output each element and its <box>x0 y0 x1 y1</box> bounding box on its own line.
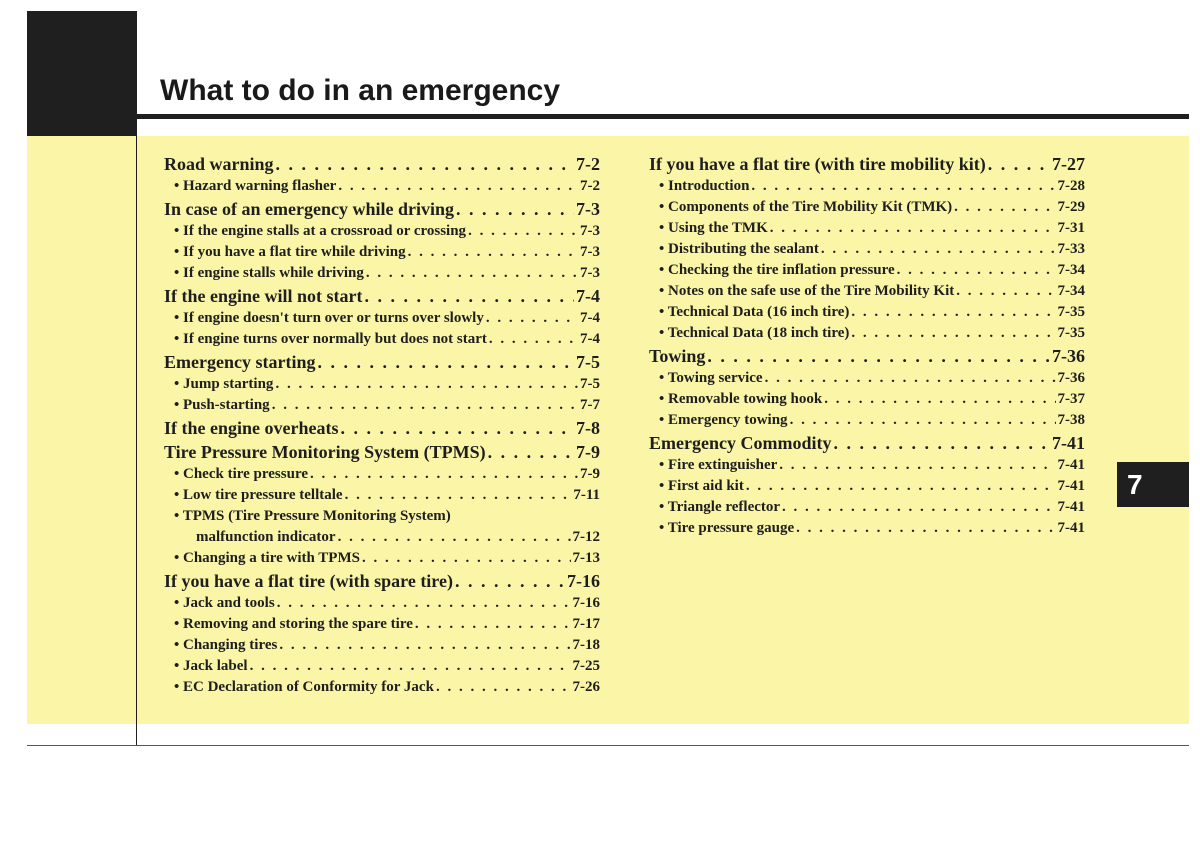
dot-leader <box>317 350 574 374</box>
toc-page-number: 7-33 <box>1057 241 1085 257</box>
dot-leader <box>279 635 570 656</box>
toc-subsection-entry[interactable] <box>164 308 600 329</box>
dot-leader <box>488 440 574 464</box>
toc-subsection-entry[interactable] <box>164 395 600 416</box>
toc-page-number: 7-18 <box>572 637 600 653</box>
toc-page-number: 7-9 <box>580 466 600 482</box>
chapter-tab[interactable]: 7 <box>1117 462 1189 507</box>
toc-column-right <box>649 152 1085 539</box>
dot-leader <box>276 152 574 176</box>
toc-entry-title: • Towing service <box>659 370 763 386</box>
toc-entry-title: • Fire extinguisher <box>659 457 778 473</box>
toc-page-number: 7-7 <box>580 397 600 413</box>
toc-subsection-entry[interactable] <box>164 506 600 527</box>
dot-leader <box>956 281 1055 302</box>
toc-page-number: 7-4 <box>580 310 600 326</box>
toc-subsection-entry[interactable] <box>649 476 1085 497</box>
toc-entry-title: If the engine overheats <box>164 418 339 438</box>
toc-page-number: 7-2 <box>580 178 600 194</box>
toc-section-entry[interactable] <box>164 440 600 464</box>
toc-page-number: 7-4 <box>580 331 600 347</box>
toc-page-number: 7-3 <box>580 265 600 281</box>
dot-leader <box>345 485 572 506</box>
toc-entry-title: • Technical Data (16 inch tire) <box>659 304 850 320</box>
toc-subsection-entry[interactable] <box>164 527 600 548</box>
toc-entry-title: • EC Declaration of Conformity for Jack <box>174 679 434 695</box>
toc-subsection-entry[interactable] <box>164 593 600 614</box>
toc-subsection-entry[interactable] <box>649 239 1085 260</box>
toc-page-number: 7-35 <box>1057 325 1085 341</box>
dot-leader <box>770 218 1056 239</box>
dot-leader <box>796 518 1055 539</box>
toc-page-number: 7-41 <box>1057 520 1085 536</box>
toc-page-number: 7-3 <box>576 199 600 219</box>
toc-page-number: 7-41 <box>1057 457 1085 473</box>
toc-section-entry[interactable] <box>164 152 600 176</box>
toc-page-number: 7-12 <box>572 529 600 545</box>
toc-entry-title: • TPMS (Tire Pressure Monitoring System) <box>174 508 451 524</box>
toc-section-entry[interactable] <box>649 152 1085 176</box>
dot-leader <box>954 197 1055 218</box>
toc-subsection-entry[interactable] <box>164 242 600 263</box>
toc-page-number: 7-28 <box>1057 178 1085 194</box>
dot-leader <box>707 344 1050 368</box>
toc-subsection-entry[interactable] <box>164 464 600 485</box>
toc-page-number: 7-25 <box>572 658 600 674</box>
toc-entry-title: malfunction indicator <box>196 529 336 545</box>
toc-subsection-entry[interactable] <box>649 260 1085 281</box>
toc-section-entry[interactable] <box>164 197 600 221</box>
toc-entry-title: • If engine stalls while driving <box>174 265 364 281</box>
toc-entry-title: Road warning <box>164 154 274 174</box>
toc-entry-title: • Tire pressure gauge <box>659 520 795 536</box>
toc-entry-title: In case of an emergency while driving <box>164 199 454 219</box>
toc-subsection-entry[interactable] <box>164 614 600 635</box>
dot-leader <box>751 176 1055 197</box>
toc-entry-title: • Triangle reflector <box>659 499 781 515</box>
toc-entry-title: • Using the TMK <box>659 220 768 236</box>
dot-leader <box>455 569 565 593</box>
dot-leader <box>821 239 1056 260</box>
toc-entry-title: Tire Pressure Monitoring System (TPMS) <box>164 442 486 462</box>
toc-subsection-entry[interactable] <box>164 677 600 698</box>
toc-entry-title: • If you have a flat tire while driving <box>174 244 406 260</box>
dot-leader <box>436 677 571 698</box>
toc-entry-title: If you have a flat tire (with spare tire) <box>164 571 453 591</box>
dot-leader <box>272 395 578 416</box>
title-underline <box>137 114 1189 119</box>
toc-subsection-entry[interactable] <box>649 218 1085 239</box>
dot-leader <box>851 302 1055 323</box>
toc-page-number: 7-16 <box>567 571 600 591</box>
dot-leader <box>277 593 571 614</box>
chapter-header-block <box>27 11 137 136</box>
footer-rule <box>27 745 1189 746</box>
dot-leader <box>833 431 1050 455</box>
toc-page-number: 7-35 <box>1057 304 1085 320</box>
toc-entry-title: Towing <box>649 346 706 366</box>
toc-subsection-entry[interactable] <box>649 410 1085 431</box>
dot-leader <box>782 497 1055 518</box>
toc-page-number: 7-5 <box>580 376 600 392</box>
dot-leader <box>779 455 1055 476</box>
toc-page-number: 7-26 <box>572 679 600 695</box>
toc-page-number: 7-3 <box>580 223 600 239</box>
toc-entry-title: • Changing a tire with TPMS <box>174 550 360 566</box>
toc-entry-title: • Push-starting <box>174 397 270 413</box>
dot-leader <box>310 464 578 485</box>
toc-subsection-entry[interactable] <box>649 281 1085 302</box>
dot-leader <box>362 548 571 569</box>
dot-leader <box>746 476 1056 497</box>
toc-page-number: 7-41 <box>1052 433 1085 453</box>
toc-entry-title: • Distributing the sealant <box>659 241 819 257</box>
toc-page-number: 7-8 <box>576 418 600 438</box>
page-title: What to do in an emergency <box>160 74 561 107</box>
dot-leader <box>468 221 578 242</box>
toc-page-number: 7-9 <box>576 442 600 462</box>
toc-entry-title: • Removable towing hook <box>659 391 823 407</box>
toc-subsection-entry[interactable] <box>164 635 600 656</box>
toc-subsection-entry[interactable] <box>164 548 600 569</box>
toc-page-number: 7-5 <box>576 352 600 372</box>
toc-entry-title: Emergency starting <box>164 352 316 372</box>
toc-entry-title: • Removing and storing the spare tire <box>174 616 413 632</box>
dot-leader <box>366 263 578 284</box>
toc-section-entry[interactable] <box>164 284 600 308</box>
toc-subsection-entry[interactable] <box>164 329 600 350</box>
toc-entry-title: • Components of the Tire Mobility Kit (TMK) <box>659 199 953 215</box>
toc-page-number: 7-38 <box>1057 412 1085 428</box>
toc-page-number: 7-41 <box>1057 478 1085 494</box>
toc-page-number: 7-11 <box>573 487 600 503</box>
toc-subsection-entry[interactable] <box>649 497 1085 518</box>
toc-subsection-entry[interactable] <box>649 368 1085 389</box>
dot-leader <box>408 242 578 263</box>
toc-entry-title: • If engine doesn't turn over or turns over slowly <box>174 310 484 326</box>
toc-section-entry[interactable] <box>164 350 600 374</box>
toc-page-number: 7-29 <box>1057 199 1085 215</box>
toc-page-number: 7-37 <box>1057 391 1085 407</box>
toc-section-entry[interactable] <box>649 344 1085 368</box>
toc-page-number: 7-34 <box>1057 262 1085 278</box>
toc-page-number: 7-36 <box>1057 370 1085 386</box>
toc-entry-title: • Low tire pressure telltale <box>174 487 343 503</box>
toc-column-left <box>164 152 600 698</box>
toc-entry-title: • Introduction <box>659 178 750 194</box>
dot-leader <box>489 329 578 350</box>
margin-rule <box>136 136 137 746</box>
toc-entry-title: • First aid kit <box>659 478 744 494</box>
toc-page-number: 7-16 <box>572 595 600 611</box>
dot-leader <box>250 656 571 677</box>
toc-subsection-entry[interactable] <box>649 323 1085 344</box>
toc-subsection-entry[interactable] <box>164 485 600 506</box>
toc-entry-title: • Jump starting <box>174 376 274 392</box>
dot-leader <box>824 389 1055 410</box>
toc-subsection-entry[interactable] <box>164 176 600 197</box>
toc-entry-title: • Technical Data (18 inch tire) <box>659 325 850 341</box>
toc-subsection-entry[interactable] <box>164 656 600 677</box>
toc-subsection-entry[interactable] <box>649 176 1085 197</box>
toc-subsection-entry[interactable] <box>164 374 600 395</box>
dot-leader <box>851 323 1055 344</box>
dot-leader <box>765 368 1056 389</box>
dot-leader <box>415 614 571 635</box>
toc-entry-title: If the engine will not start <box>164 286 363 306</box>
toc-entry-title: • Emergency towing <box>659 412 788 428</box>
dot-leader <box>486 308 578 329</box>
dot-leader <box>364 284 574 308</box>
toc-entry-title: • Notes on the safe use of the Tire Mobility Kit <box>659 283 955 299</box>
toc-entry-title: • Check tire pressure <box>174 466 308 482</box>
dot-leader <box>338 176 578 197</box>
toc-entry-title: • Jack and tools <box>174 595 275 611</box>
toc-section-entry[interactable] <box>649 431 1085 455</box>
toc-page-number: 7-31 <box>1057 220 1085 236</box>
toc-subsection-entry[interactable] <box>649 455 1085 476</box>
dot-leader <box>897 260 1056 281</box>
toc-subsection-entry[interactable] <box>649 389 1085 410</box>
toc-entry-title: • If the engine stalls at a crossroad or crossing <box>174 223 467 239</box>
dot-leader <box>340 416 574 440</box>
dot-leader <box>456 197 574 221</box>
toc-entry-title: Emergency Commodity <box>649 433 832 453</box>
toc-subsection-entry[interactable] <box>164 221 600 242</box>
toc-entry-title: If you have a flat tire (with tire mobility kit) <box>649 154 986 174</box>
toc-entry-title: • Checking the tire inflation pressure <box>659 262 895 278</box>
toc-subsection-entry[interactable] <box>164 263 600 284</box>
toc-section-entry[interactable] <box>164 416 600 440</box>
dot-leader <box>988 152 1050 176</box>
toc-entry-title: • Jack label <box>174 658 248 674</box>
toc-page-number: 7-27 <box>1052 154 1085 174</box>
toc-subsection-entry[interactable] <box>649 302 1085 323</box>
toc-page-number: 7-2 <box>576 154 600 174</box>
toc-page-number: 7-34 <box>1057 283 1085 299</box>
toc-page-number: 7-13 <box>572 550 600 566</box>
toc-page-number: 7-36 <box>1052 346 1085 366</box>
toc-page-number: 7-3 <box>580 244 600 260</box>
toc-entry-title: • Hazard warning flasher <box>174 178 337 194</box>
toc-page-number: 7-41 <box>1057 499 1085 515</box>
toc-page-number: 7-17 <box>572 616 600 632</box>
toc-subsection-entry[interactable] <box>649 518 1085 539</box>
toc-entry-title: • Changing tires <box>174 637 278 653</box>
dot-leader <box>275 374 578 395</box>
toc-page-number: 7-4 <box>576 286 600 306</box>
toc-entry-title: • If engine turns over normally but does not start <box>174 331 487 347</box>
toc-subsection-entry[interactable] <box>649 197 1085 218</box>
dot-leader <box>338 527 571 548</box>
toc-section-entry[interactable] <box>164 569 600 593</box>
dot-leader <box>790 410 1056 431</box>
